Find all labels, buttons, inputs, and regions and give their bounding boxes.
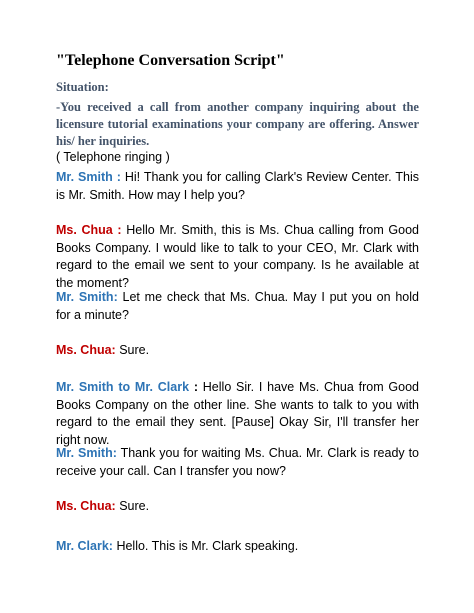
dialogue-text: Let me check that Ms. Chua. May I put you on hold for a minute? xyxy=(56,290,419,322)
dialogue-text: Hello Sir. I have Ms. Chua from Good Books Company on the other line. She wants to talk to you with regard to the email they sent. [Pause] Okay Sir, I'll transfer her right now. xyxy=(56,380,419,447)
speaker-name: Ms. Chua: xyxy=(56,343,116,357)
speaker-name: Mr. Smith to Mr. Clark xyxy=(56,380,190,394)
dialogue-line-1 xyxy=(56,169,419,204)
speaker-name: Ms. Chua: xyxy=(56,499,116,513)
dialogue-line-2 xyxy=(56,222,419,292)
stage-direction: ( Telephone ringing ) xyxy=(56,150,170,164)
dialogue-text: Hello Mr. Smith, this is Ms. Chua calling from Good Books Company. I would like to talk to your CEO, Mr. Clark with regard to the email we sent to your company. Is he available at the moment? xyxy=(56,223,419,290)
dialogue-text: Sure. xyxy=(115,499,150,513)
dialogue-text: Hi! Thank you for calling Clark's Review Center. This is Mr. Smith. How may I help you? xyxy=(56,170,419,202)
speaker-separator: : xyxy=(189,380,198,394)
speaker-name: Mr. Smith: xyxy=(56,290,118,304)
dialogue-line-3 xyxy=(56,289,419,324)
dialogue-line-4 xyxy=(56,342,419,360)
dialogue-text: Sure. xyxy=(115,343,150,357)
speaker-name: Ms. Chua : xyxy=(56,223,122,237)
dialogue-line-5 xyxy=(56,379,419,449)
speaker-name: Mr. Smith: xyxy=(56,446,117,460)
situation-label: Situation: xyxy=(56,80,109,94)
situation-text: -You received a call from another company inquiring about the licensure tutorial examinations your company are offering. Answer his/ her inquiries. xyxy=(56,100,419,148)
dialogue-line-8 xyxy=(56,538,419,556)
document-title: "Telephone Conversation Script" xyxy=(56,52,285,69)
dialogue-line-7 xyxy=(56,498,419,516)
speaker-name: Mr. Smith : xyxy=(56,170,121,184)
dialogue-text: Thank you for waiting Ms. Chua. Mr. Clark is ready to receive your call. Can I transfer you now? xyxy=(56,446,419,478)
speaker-name: Mr. Clark: xyxy=(56,539,113,553)
dialogue-text: Hello. This is Mr. Clark speaking. xyxy=(112,539,299,553)
dialogue-line-6 xyxy=(56,445,419,480)
